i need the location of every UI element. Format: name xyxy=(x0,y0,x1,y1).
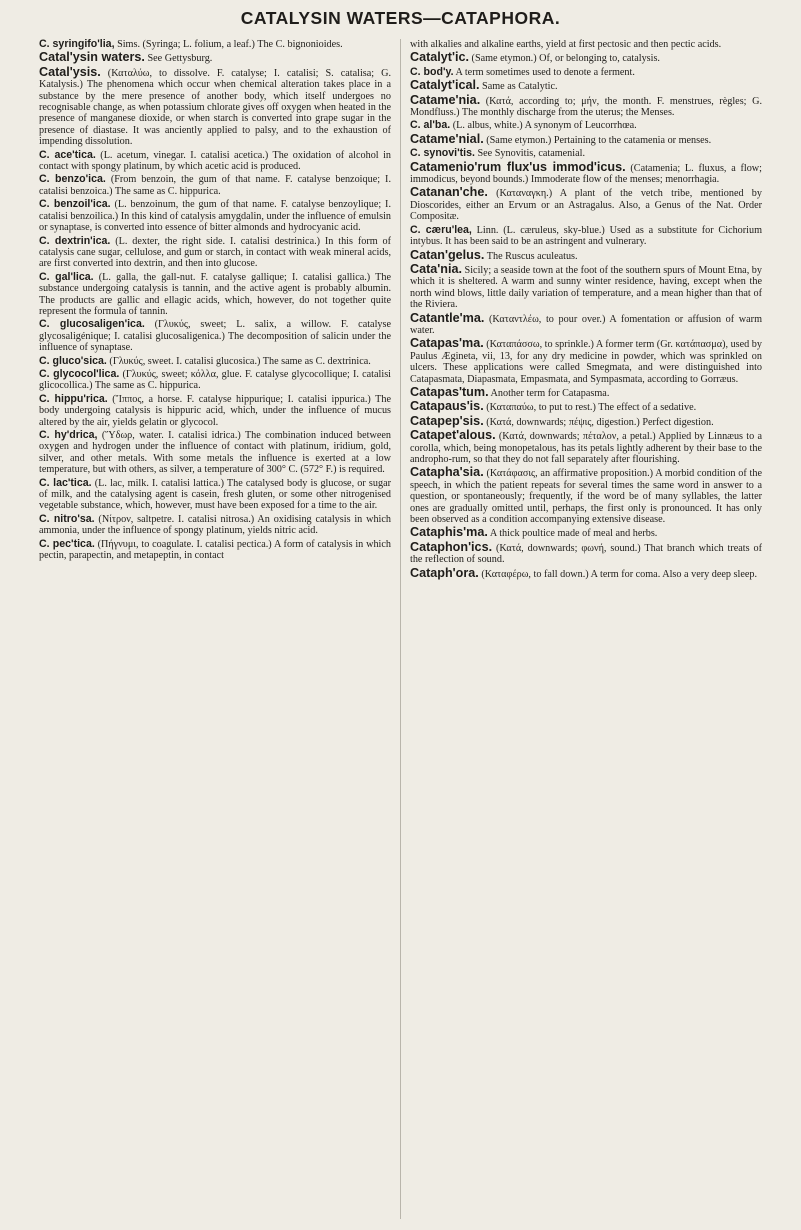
entry-headword: C. benzoil'ica. xyxy=(39,198,111,211)
entry-definition: (L. benzoinum, the gum of that name. F. catalyse benzoylique; I. catalisi benzoilica.) In this kind of catalysis amygdalin, under the influence of emulsin or synaptase, is converted into essence of bitter almonds and hydrocyanic acid. xyxy=(39,199,391,234)
entry-headword: C. bod'y. xyxy=(410,65,454,78)
entry-definition: (Πήγνυμι, to coagulate. I. catalisi pectica.) A form of catalysis in which pectin, parapectin, and metapeptin, in contact xyxy=(39,538,391,562)
entry-definition: (From benzoin, the gum of that name. F. catalyse benzoique; I. catalisi benzoica.) The same as C. hippurica. xyxy=(39,174,391,197)
entry-definition: (Νίτρον, saltpetre. I. catalisi nitrosa.) An oxidising catalysis in which ammonia, under the influence of spongy platinum, yields nitric acid. xyxy=(39,513,391,537)
entry-definition: (L. galla, the gall-nut. F. catalyse gallique; I. catalisi gallica.) The substance undergoing catalysis is tannin, and the active agent is probably albumin. The products are gallic and ellagic acids, which, however, do not together quite represent the formula of tannin. xyxy=(39,271,391,317)
entry-headword: C. ace'tica. xyxy=(39,148,96,161)
dictionary-entry xyxy=(39,39,391,50)
dictionary-entry xyxy=(410,131,762,146)
entry-headword: Catantle'ma. xyxy=(410,310,485,325)
entry-headword: C. dextrin'ica. xyxy=(39,234,111,247)
entry-headword: Cata'nia. xyxy=(410,261,462,276)
entry-definition: See Gettysburg. xyxy=(144,53,213,65)
entry-headword: C. nitro'sa. xyxy=(39,512,95,525)
entry-headword: C. gal'lica. xyxy=(39,270,94,283)
dictionary-entry xyxy=(410,261,762,311)
entry-definition: (Καταφέρω, to fall down.) A term for coma. Also a very deep sleep. xyxy=(478,568,758,580)
dictionary-entry xyxy=(39,369,391,392)
entry-definition: (Γλυκύς, sweet. I. catalisi glucosica.) The same as C. dextrinica. xyxy=(106,355,371,367)
dictionary-entry xyxy=(39,539,391,562)
entry-headword: C. lac'tica. xyxy=(39,476,92,489)
entry-headword: C. synovi'tis. xyxy=(410,147,475,160)
entry-headword: Catal'ysin waters. xyxy=(39,50,145,65)
entry-definition: Another term for Catapasma. xyxy=(488,387,610,399)
dictionary-entry xyxy=(410,413,762,428)
dictionary-entry xyxy=(410,310,762,337)
entry-headword: Catapaus'is. xyxy=(410,399,484,414)
entry-definition: (L. dexter, the right side. I. catalisi destrinica.) In this form of catalysis cane sugar, cellulose, and gum or starch, in contact with weak mineral acids, are first converted into dextrin, and then into glucose. xyxy=(39,235,391,270)
entry-definition: (Κατά, downwards; πέταλον, a petal.) Applied by Linnæus to a corolla, which, being monopetalous, has its petals lightly adherent by their base to the andropho-rum, so that they do not fall separately after flourishing. xyxy=(410,431,762,465)
entry-definition: with alkalies and alkaline earths, yield at first pectosic and then pectic acids. xyxy=(410,39,722,50)
dictionary-entry xyxy=(39,272,391,318)
entry-definition: (Γλυκύς, sweet; L. salix, a willow. F. catalyse glycosaligénique; I. catalisi glucosaligenica.) The decomposition of salicin under the influence of synaptase. xyxy=(39,319,391,354)
entry-headword: C. cæru'lea, xyxy=(410,223,472,236)
dictionary-entry xyxy=(39,64,391,148)
dictionary-entry xyxy=(410,148,762,159)
dictionary-entry xyxy=(39,236,391,270)
entry-headword: C. syringifo'lia, xyxy=(39,39,115,50)
entry-headword: C. benzo'ica. xyxy=(39,173,106,186)
dictionary-entry xyxy=(39,174,391,197)
entry-definition: (L. acetum, vinegar. I. catalisi acetica.) The oxidation of alcohol in contact with spongy platinum, by which acetic acid is produced. xyxy=(39,149,391,173)
dictionary-entry xyxy=(39,150,391,173)
entry-definition: Same as Catalytic. xyxy=(479,81,558,93)
left-column xyxy=(39,39,391,1225)
dictionary-entry xyxy=(410,187,762,222)
entry-headword: Catalyt'ical. xyxy=(410,78,480,93)
dictionary-entry xyxy=(410,52,762,64)
dictionary-entry xyxy=(410,225,762,248)
dictionary-entry xyxy=(410,467,762,525)
entry-definition: (Καταντλέω, to pour over.) A fomentation or affusion of warm water. xyxy=(410,313,762,336)
page-header: CATALYSIN WATERS—CATAPHORA. xyxy=(240,8,561,28)
entry-headword: Cataphis'ma. xyxy=(410,525,488,540)
dictionary-entry xyxy=(39,52,391,64)
entry-headword: Catamenio'rum flux'us immod'icus. xyxy=(410,159,626,174)
dictionary-entry xyxy=(39,319,391,353)
entry-definition: (Κατά, according to; μήν, the month. F. menstrues, règles; G. Mondfluss.) The monthly discharge from the uterus; the Menses. xyxy=(410,95,762,119)
entry-definition: (L. albus, white.) A synonym of Leucorrhœa. xyxy=(450,120,637,132)
dictionary-entry xyxy=(39,514,391,537)
dictionary-entry xyxy=(39,430,391,476)
entry-definition: (Κατά, downwards; πέψις, digestion.) Perfect digestion. xyxy=(483,416,714,428)
entry-headword: Catan'gelus. xyxy=(410,247,485,262)
right-column xyxy=(410,39,762,1225)
entry-headword: Cataphon'ics. xyxy=(410,539,493,554)
entry-definition: (Γλυκύς, sweet; κόλλα, glue. F. catalyse glycocollique; I. catalisi glicocollica.) The same as C. hippurica. xyxy=(39,368,391,392)
column-divider xyxy=(400,39,401,1219)
dictionary-entry xyxy=(410,39,762,50)
dictionary-entry xyxy=(39,199,391,233)
dictionary-entry xyxy=(410,120,762,131)
dictionary-entry xyxy=(410,384,762,399)
entry-headword: C. hippu'rica. xyxy=(39,392,108,405)
dictionary-entry xyxy=(39,394,391,428)
entry-headword: C. hy'drica, xyxy=(39,429,98,441)
entry-headword: C. al'ba. xyxy=(410,119,451,132)
dictionary-entry xyxy=(410,67,762,78)
entry-headword: Catal'ysis. xyxy=(39,64,101,79)
dictionary-entry xyxy=(410,80,762,92)
entry-definition: A thick poultice made of meal and herbs. xyxy=(487,528,658,540)
dictionary-entry xyxy=(410,159,762,186)
entry-headword: C. glucosaligen'ica. xyxy=(39,318,145,331)
entry-headword: Catapet'alous. xyxy=(410,428,496,443)
entry-headword: C. pec'tica. xyxy=(39,537,95,550)
dictionary-entry xyxy=(410,401,762,413)
dictionary-entry xyxy=(410,247,762,262)
dictionary-entry xyxy=(410,565,762,580)
entry-definition: A term sometimes used to denote a ferment. xyxy=(453,66,635,78)
entry-definition: (Καταναγκη.) A plant of the vetch tribe, mentioned by Dioscorides, either an Ervum or an Astragalus. Also, a Genus of the Nat. Order Compositæ. xyxy=(410,188,762,223)
dictionary-entry xyxy=(39,356,391,367)
entry-headword: Catapas'ma. xyxy=(410,336,484,351)
entry-definition: (Κατάφασις, an affirmative proposition.) A morbid condition of the speech, in which the patient repeats for several times the same word in answer to a question, or spontaneously; frequently, if the word be of many syllables, the latter ones are gradually omitted until, perhaps, the first only is pronounced. It has only been observed as a condition accompanying extensive disease. xyxy=(410,468,762,526)
entry-definition: (Καταλύω, to dissolve. F. catalyse; I. catalisi; S. catalisa; G. Katalysis.) The phenomena which occur when chemical alteration takes place in a substance by the mere presence of another body, which itself undergoes no recognisable change, as when potassium chlorate gives off oxygen when heated in the presence of manganese dioxide, or when starch is converted into grape sugar in the presence of diastase. It was anciently applied to palsy, and to the exhaustion of impending dissolution. xyxy=(39,67,391,148)
entry-definition: (Same etymon.) Of, or belonging to, catalysis. xyxy=(469,53,660,65)
entry-definition: The Ruscus aculeatus. xyxy=(484,250,578,262)
entry-headword: Catalyt'ic. xyxy=(410,50,469,65)
entry-definition: (Catamenia; L. fluxus, a flow; immodicus, beyond bounds.) Immoderate flow of the menses; menorrhagia. xyxy=(410,162,762,186)
entry-headword: Catanan'che. xyxy=(410,185,488,200)
dictionary-entry xyxy=(410,430,762,465)
entry-definition: (Ἵππος, a horse. F. catalyse hippurique; I. catalisi ippurica.) The body undergoing catalysis is hippuric acid, which, under the influence of mucus altered by the air, yields gelatin or glycocol. xyxy=(39,393,391,428)
entry-headword: Catapha'sia. xyxy=(410,465,484,480)
entry-headword: Catame'nia. xyxy=(410,92,481,107)
entry-headword: Catapas'tum. xyxy=(410,384,489,399)
entry-definition: Sicily; a seaside town at the foot of the southern spurs of Mount Etna, by which it is sheltered. A warm and sunny winter residence, having, except when the north wind blows, little daily variation of temperature, and a mean higher than that of the Riviera. xyxy=(410,264,762,311)
entry-headword: Cataph'ora. xyxy=(410,565,479,580)
dictionary-entry xyxy=(39,478,391,512)
dictionary-entry xyxy=(410,539,762,566)
dictionary-entry xyxy=(410,92,762,119)
entry-definition: (Καταπάσσω, to sprinkle.) A former term (Gr. κατάπασμα), used by Paulus Ægineta, vii, 13, for any dry medicine in powder, which was sprinkled on ulcers. These applications were called Smegmata, and were distinguished into Catapasmata, Diapasmata, Empasmata, and Sympasmata, according to Gorræus. xyxy=(410,339,762,385)
entry-definition: See Synovitis, catamenial. xyxy=(474,148,585,160)
dictionary-entry xyxy=(410,527,762,539)
dictionary-entry xyxy=(410,338,762,385)
entry-definition: Sims. (Syringa; L. folium, a leaf.) The C. bignonioides. xyxy=(114,39,343,50)
entry-definition: (Same etymon.) Pertaining to the catamenia or menses. xyxy=(483,134,712,146)
entry-definition: (Ὕδωρ, water. I. catalisi idrica.) The combination induced between oxygen and hydrogen under the influence of contact with platinum, iridium, gold, silver, and other metals. With some metals the influence is exerted at a low temperature, but with others, as silver, a temperature of 300° C. (572° F.) is required. xyxy=(39,430,391,476)
entry-headword: C. glycocol'lica. xyxy=(39,367,120,380)
entry-headword: Catapep'sis. xyxy=(410,413,484,428)
entry-definition: (Καταπαύω, to put to rest.) The effect of a sedative. xyxy=(483,402,697,414)
entry-headword: C. gluco'sica. xyxy=(39,354,107,367)
entry-headword: Catame'nial. xyxy=(410,131,484,146)
entry-definition: Linn. (L. cæruleus, sky-blue.) Used as a substitute for Cichorium intybus. It has been said to be an astringent and vulnerary. xyxy=(410,224,762,248)
entry-definition: (Κατά, downwards; φωνή, sound.) That branch which treats of the reflection of sound. xyxy=(410,542,762,566)
entry-definition: (L. lac, milk. I. catalisi lattica.) The catalysed body is glucose, or sugar of milk, and the catalysing agent is casein, fresh gluten, or some other nitrogenised vegetable substance, which, however, must have been exposed for a time to the air. xyxy=(39,477,391,512)
